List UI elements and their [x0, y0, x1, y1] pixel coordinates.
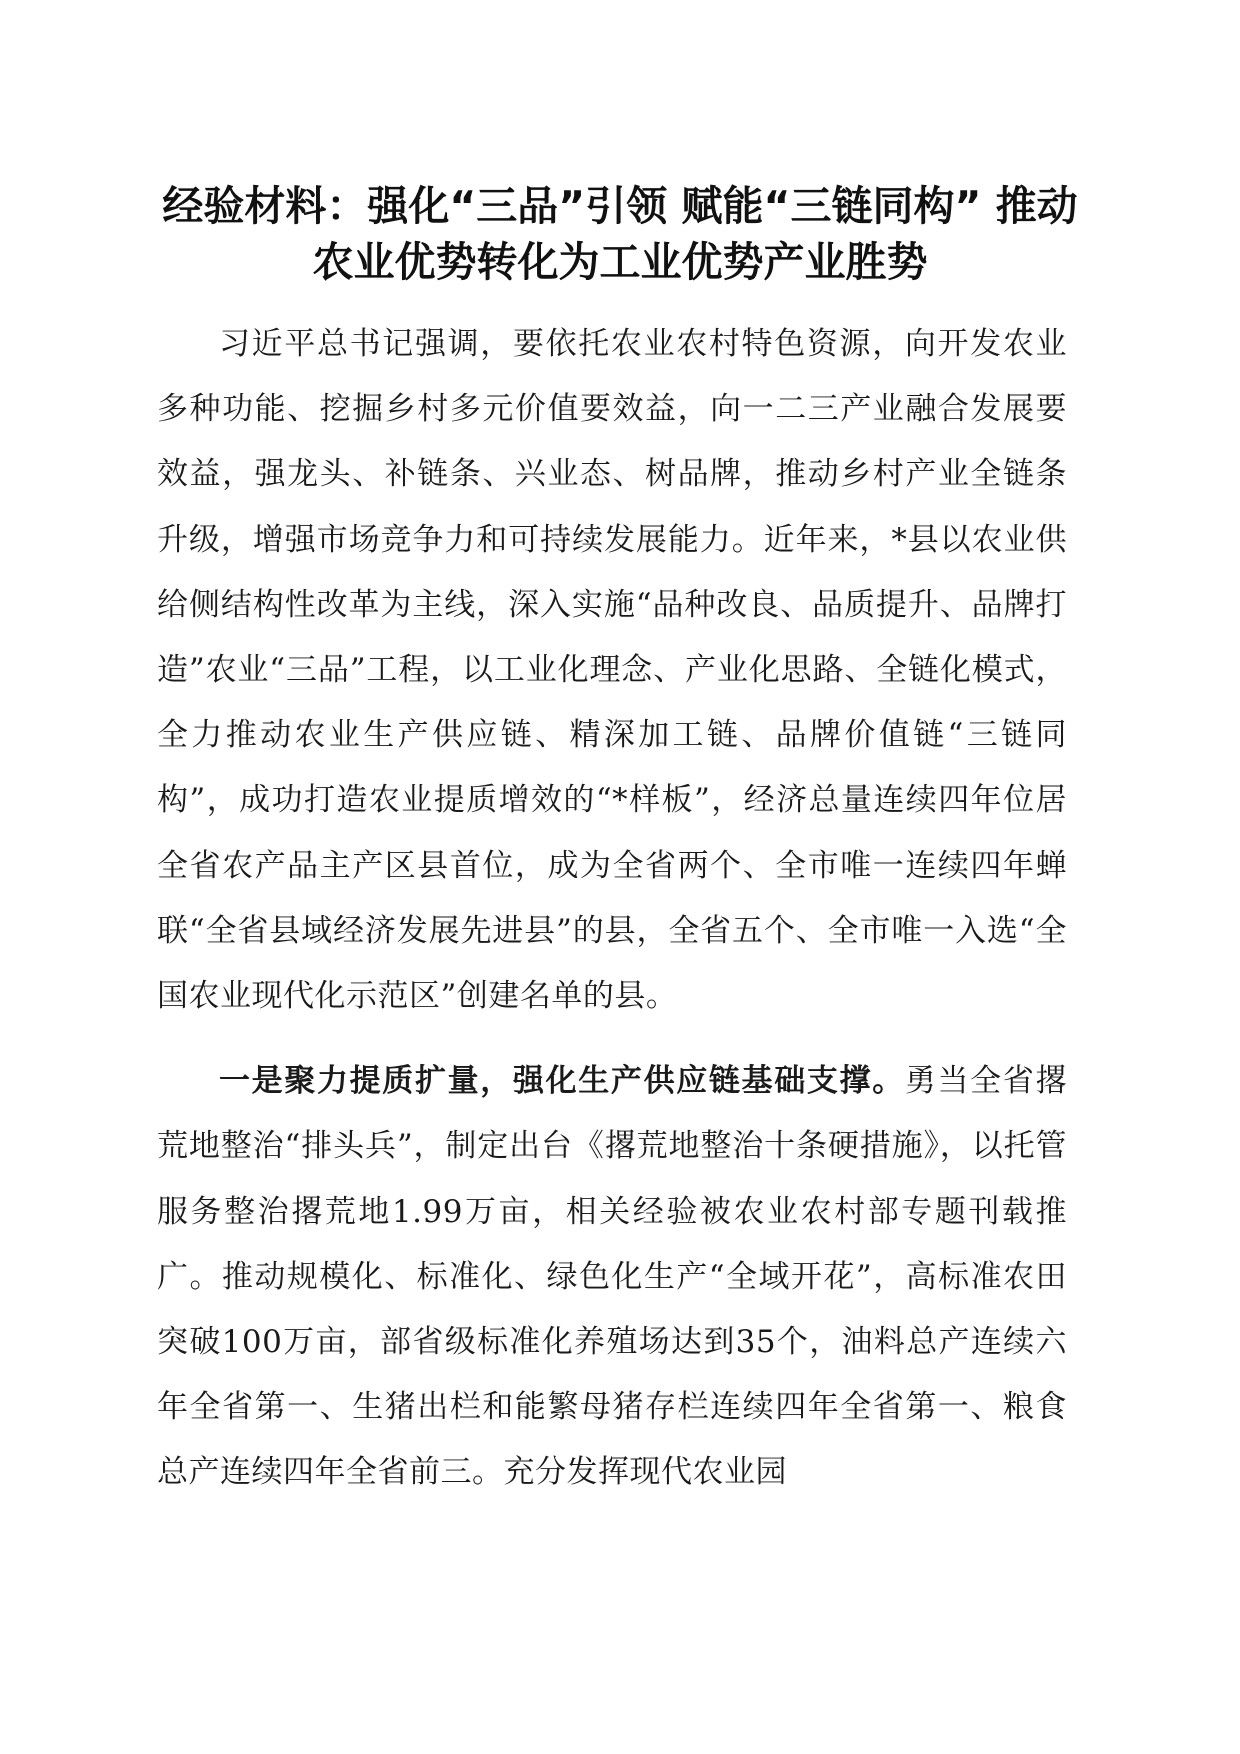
paragraph-text: 习近平总书记强调，要依托农业农村特色资源，向开发农业多种功能、挖掘乡村多元价值要效益，向一二三产业融合发展要效益，强龙头、补链条、兴业态、树品牌，推动乡村产业全链条升级，增强市场竞争力和可持续发展能力。近年来，*县以农业供给侧结构性改革为主线，深入实施“品种改良、品质提升、品牌打造”农业“三品”工程，以工业化理念、产业化思路、全链化模式，全力推动农业生产供应链、精深加工链、品牌价值链“三链同构”，成功打造农业提质增效的“*样板”，经济总量连续四年位居全省农产品主产区县首位，成为全省两个、全市唯一连续四年蝉联“全省县域经济发展先进县”的县，全省五个、全市唯一入选“全国农业现代化示范区”创建名单的县。	[157, 326, 1067, 1015]
paragraph-text: 勇当全省撂荒地整治“排头兵”，制定出台《撂荒地整治十条硬措施》，以托管服务整治撂荒地1.99万亩，相关经验被农业农村部专题刊载推广。推动规模化、标准化、绿色化生产“全域开花”，高标准农田突破100万亩，部省级标准化养殖场达到35个，油料总产连续六年全省第一、生猪出栏和能繁母猪存栏连续四年全省第一、粮食总产连续四年全省前三。充分发挥现代农业园	[157, 1063, 1067, 1491]
intro-paragraph	[157, 312, 1067, 1029]
document-body	[157, 312, 1067, 1506]
paragraph-lead-heading: 一是聚力提质扩量，强化生产供应链基础支撑。	[219, 1063, 905, 1100]
document-title: 经验材料：强化“三品”引领 赋能“三链同构” 推动农业优势转化为工业优势产业胜势	[162, 182, 1078, 286]
section-one-paragraph	[157, 1049, 1067, 1505]
